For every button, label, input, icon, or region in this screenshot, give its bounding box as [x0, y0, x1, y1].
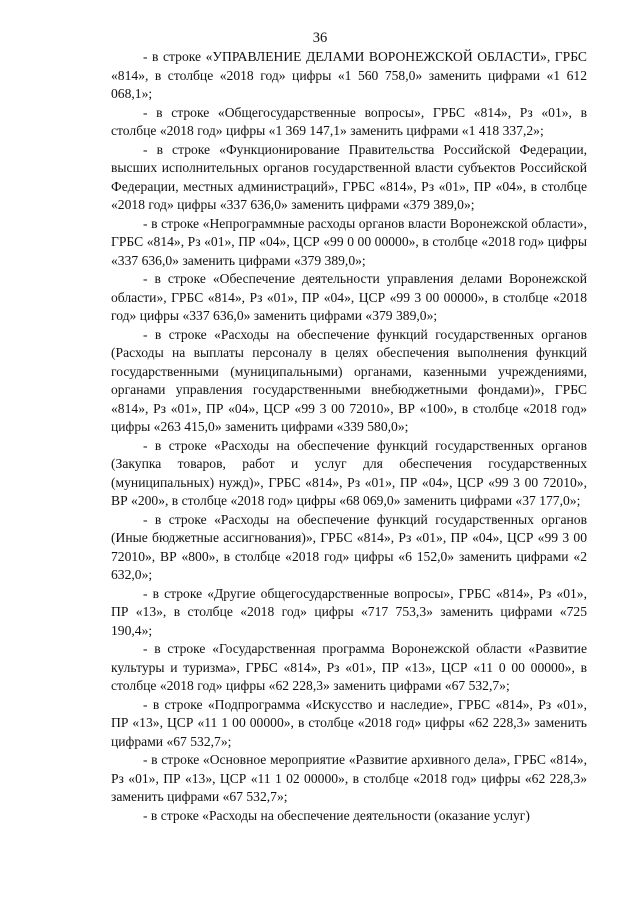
paragraph: - в строке «Государственная программа Воронежской области «Развитие культуры и туризма», ГРБС «814», Рз «01», ПР «13», ЦСР «11 0 00 00000», в столбце «2018 год» цифры «62 228,3» заменить цифрами «67 532,7»; — [111, 641, 587, 693]
paragraph: - в строке «Обеспечение деятельности управления делами Воронежской области», ГРБС «814», Рз «01», ПР «04», ЦСР «99 3 00 00000», в столбце «2018 год» цифры «337 636,0» заменить цифрами «379 389,0»; — [111, 271, 587, 323]
paragraph: - в строке «Расходы на обеспечение функций государственных органов (Закупка товаров, работ и услуг для обеспечения государственных (муниципальных) нужд)», ГРБС «814», Рз «01», ПР «04», ЦСР «99 3 00 72010», ВР «200», в столбце «2018 год» цифры «68 069,0» заменить цифрами «37 177,0»; — [111, 437, 587, 508]
paragraph: - в строке «Другие общегосударственные вопросы», ГРБС «814», Рз «01», ПР «13», в столбце «2018 год» цифры «717 753,3» заменить цифрами «725 190,4»; — [111, 585, 587, 638]
paragraph: - в строке «Функционирование Правительства Российской Федерации, высших исполнительных органов государственной власти субъектов Российской Федерации, местных администраций», ГРБС «814», Рз «01», ПР «04», в столбце «2018 год» цифры «337 636,0» заменить цифрами «379 389,0»; — [111, 141, 587, 212]
paragraph: - в строке «Расходы на обеспечение деятельности (оказание услуг) — [143, 807, 530, 823]
paragraph: - в строке «Основное мероприятие «Развитие архивного дела», ГРБС «814», Рз «01», ПР «13», ЦСР «11 1 02 00000», в столбце «2018 год» цифры «62 228,3» заменить цифрами «67 532,7»; — [111, 752, 587, 804]
paragraph: - в строке «УПРАВЛЕНИЕ ДЕЛАМИ ВОРОНЕЖСКОЙ ОБЛАСТИ», ГРБС «814», в столбце «2018 год» цифры «1 560 758,0» заменить цифрами «1 612 068,1»; — [111, 49, 587, 101]
page-number: 36 — [312, 30, 328, 46]
paragraph: - в строке «Общегосударственные вопросы», ГРБС «814», Рз «01», в столбце «2018 год» цифры «1 369 147,1» заменить цифрами «1 418 337,2»; — [111, 104, 587, 138]
paragraph: - в строке «Расходы на обеспечение функций государственных органов (Иные бюджетные ассигнования)», ГРБС «814», Рз «01», ПР «04», ЦСР «99 3 00 72010», ВР «800», в столбце «2018 год» цифры «6 152,0» заменить цифрами «2 632,0»; — [111, 511, 587, 582]
paragraph: - в строке «Расходы на обеспечение функций государственных органов (Расходы на выплаты персоналу в целях обеспечения выполнения функций государственными (муниципальными) органами, казенными учреждениями, органами управления государственными внебюджетными фондами)», ГРБС «814», Рз «01», ПР «04», ЦСР «99 3 00 72010», ВР «100», в столбце «2018 год» цифры «263 415,0» заменить цифрами «339 580,0»; — [111, 326, 587, 434]
paragraph: - в строке «Подпрограмма «Искусство и наследие», ГРБС «814», Рз «01», ПР «13», ЦСР «11 1 00 00000», в столбце «2018 год» цифры «62 228,3» заменить цифрами «67 532,7»; — [111, 696, 587, 749]
paragraph: - в строке «Непрограммные расходы органов власти Воронежской области», ГРБС «814», Рз «01», ПР «04», ЦСР «99 0 00 00000», в столбце «2018 год» цифры «337 636,0» заменить цифрами «379 389,0»; — [111, 215, 587, 268]
document-body — [111, 48, 587, 825]
